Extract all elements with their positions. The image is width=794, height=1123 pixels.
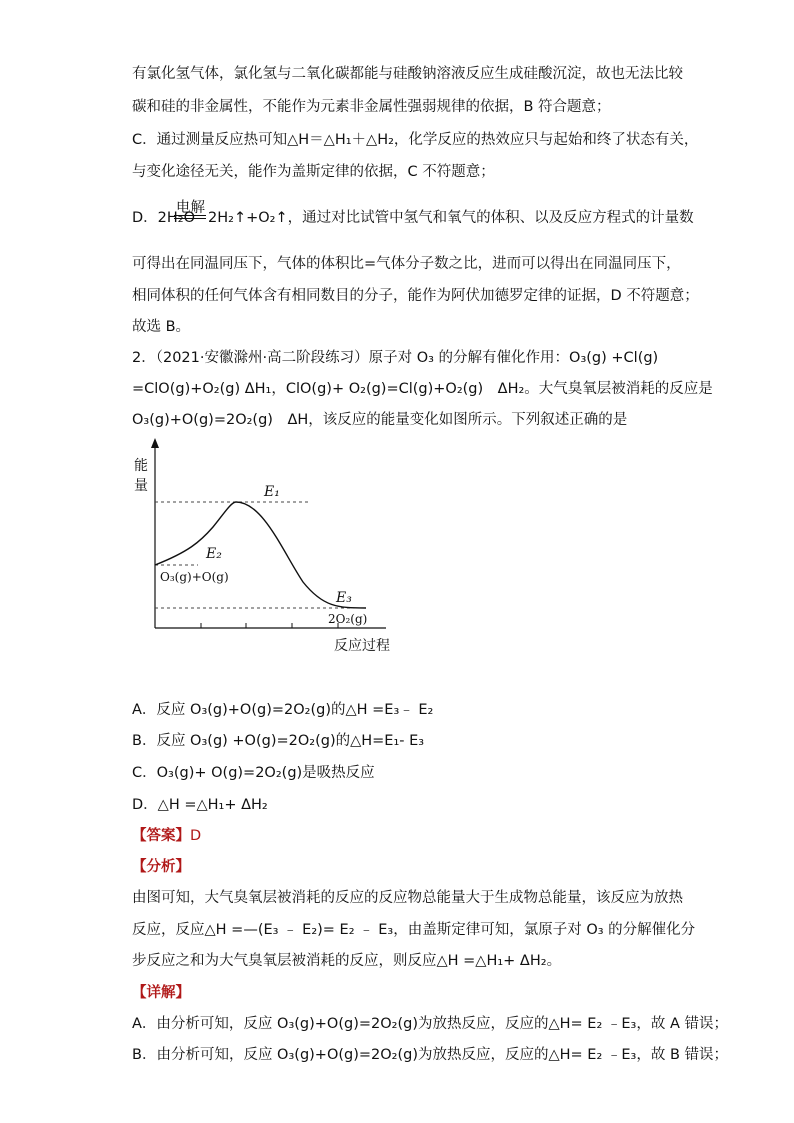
text-line: C．通过测量反应热可知△H＝△H₁＋△H₂，化学反应的热效应只与起始和终了状态有关， (132, 132, 699, 148)
energy-diagram (128, 432, 398, 664)
e2-label: E₂ (206, 546, 222, 562)
text-line: 有氯化氢气体，氯化氢与二氧化碳都能与硅酸钠溶液反应生成硅酸沉淀，故也无法比较 (132, 66, 683, 82)
detail-label: 【详解】 (132, 985, 190, 1001)
detail-line: B．由分析可知，反应 O₃(g)+O(g)=2O₂(g)为放热反应，反应的△H= E₂ ﹣E₃，故 B 错误； (132, 1047, 729, 1063)
text-line: 故选 B。 (132, 319, 191, 335)
products-label: 2O₂(g) (328, 612, 368, 626)
equation-products: 2H₂↑+O₂↑，通过对比试管中氢气和氧气的体积、以及反应方程式的计量数 (208, 210, 694, 226)
answer-line (132, 826, 201, 846)
analysis-label: 【分析】 (132, 859, 190, 875)
question-2-line: O₃(g)+O(g)=2O₂(g) ΔH，该反应的能量变化如图所示。下列叙述正确的是 (132, 412, 628, 428)
reactants-label: O₃(g)+O(g) (160, 570, 229, 584)
analysis-line: 由图可知，大气臭氧层被消耗的反应的反应物总能量大于生成物总能量，该反应为放热 (132, 890, 683, 906)
text-line: 相同体积的任何气体含有相同数目的分子，能作为阿伏加德罗定律的证据，D 不符题意； (132, 288, 699, 304)
option-a: A．反应 O₃(g)+O(g)=2O₂(g)的△H =E₃﹣ E₂ (132, 702, 434, 718)
detail-line: A．由分析可知，反应 O₃(g)+O(g)=2O₂(g)为放热反应，反应的△H= E₂ ﹣E₃，故 A 错误； (132, 1016, 728, 1032)
option-d: D．△H =△H₁+ ΔH₂ (132, 797, 268, 813)
x-axis-label: 反应过程 (334, 638, 390, 654)
y-axis-arrow (151, 438, 159, 448)
analysis-line: 反应，反应△H =—(E₃ ﹣ E₂)= E₂ ﹣ E₃，由盖斯定律可知，氯原子对 O₃ 的分解催化分 (132, 922, 696, 938)
energy-curve (155, 502, 366, 608)
option-c: C．O₃(g)+ O(g)=2O₂(g)是吸热反应 (132, 765, 375, 781)
answer-label: 【答案】 (132, 828, 190, 844)
e1-label: E₁ (264, 484, 280, 500)
equation-arrow-line (174, 218, 206, 219)
equation-reactant: D．2H₂O (132, 210, 196, 226)
analysis-line: 步反应之和为大气臭氧层被消耗的反应，则反应△H =△H₁+ ΔH₂。 (132, 953, 562, 969)
text-line: 与变化途径无关，能作为盖斯定律的依据，C 不符题意； (132, 164, 495, 180)
text-line: 可得出在同温同压下，气体的体积比=气体分子数之比，进而可以得出在同温同压下， (132, 256, 681, 272)
question-2-line: =ClO(g)+O₂(g) ΔH₁，ClO(g)+ O₂(g)=Cl(g)+O₂(g) ΔH₂。大气臭氧层被消耗的反应是 (132, 381, 713, 397)
equation-arrow-line (174, 215, 206, 216)
y-axis-label-bottom: 量 (134, 478, 148, 494)
option-b: B．反应 O₃(g) +O(g)=2O₂(g)的△H=E₁- E₃ (132, 733, 425, 749)
equation-condition: 电解 (176, 200, 205, 216)
text-line: 碳和硅的非金属性，不能作为元素非金属性强弱规律的依据，B 符合题意； (132, 99, 611, 115)
answer-value: D (190, 828, 202, 844)
electrolysis-equation (132, 196, 692, 236)
e3-label: E₃ (336, 590, 352, 606)
y-axis-label-top: 能 (134, 458, 148, 474)
question-2-line: 2．（2021·安徽滁州·高二阶段练习）原子对 O₃ 的分解有催化作用：O₃(g) +Cl(g) (132, 350, 659, 366)
